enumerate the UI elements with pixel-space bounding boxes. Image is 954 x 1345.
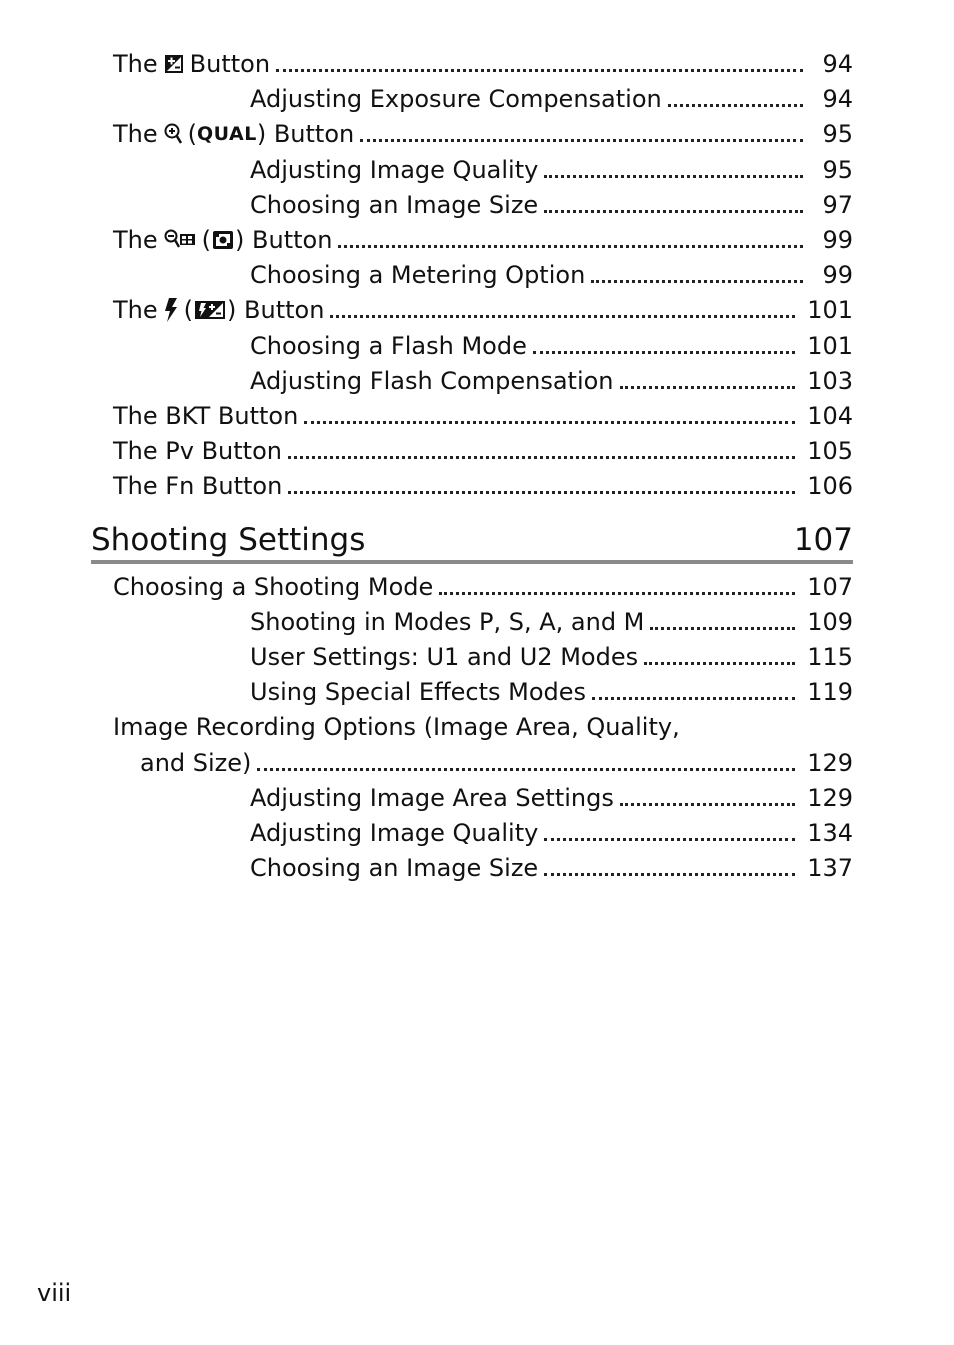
paren-close: ) bbox=[256, 120, 267, 148]
qual-label: QUAL bbox=[197, 123, 257, 145]
leader-dots bbox=[288, 456, 795, 459]
page-number: 105 bbox=[807, 437, 853, 465]
toc-entry-qual-button[interactable] bbox=[113, 115, 853, 149]
flash-icon bbox=[164, 298, 178, 322]
page-number: 115 bbox=[807, 643, 853, 671]
toc-entry-exposure-comp-button[interactable] bbox=[113, 45, 853, 79]
page-folio: viii bbox=[37, 1279, 72, 1307]
page-number: 95 bbox=[822, 120, 853, 148]
leader-dots bbox=[338, 245, 803, 248]
toc-entry-label: Adjusting Image Quality bbox=[250, 156, 539, 184]
section-heading[interactable] bbox=[91, 510, 853, 564]
leader-dots bbox=[592, 697, 795, 700]
paren-open: ( bbox=[187, 120, 198, 148]
toc-entry-label: Shooting in Modes P, S, A, and M bbox=[250, 608, 645, 636]
page-number: 103 bbox=[807, 367, 853, 395]
toc-entry-label: The BKT Button bbox=[113, 402, 299, 430]
leader-dots bbox=[288, 491, 795, 494]
page-number: 119 bbox=[807, 678, 853, 706]
page-number: 99 bbox=[822, 226, 853, 254]
toc-entry-pv-button[interactable] bbox=[113, 432, 853, 466]
paren-close: ) bbox=[227, 296, 237, 324]
leader-dots bbox=[330, 315, 795, 318]
toc-entry[interactable] bbox=[250, 603, 853, 637]
toc-entry-label: Choosing a Metering Option bbox=[250, 261, 586, 289]
page-number: 101 bbox=[807, 332, 853, 360]
toc-entry-label: The Pv Button bbox=[113, 437, 282, 465]
leader-dots bbox=[360, 139, 803, 142]
section-page-number: 107 bbox=[793, 522, 853, 558]
toc-entry[interactable] bbox=[113, 568, 853, 602]
page-number: 95 bbox=[822, 156, 853, 184]
toc-entry-label: Using Special Effects Modes bbox=[250, 678, 587, 706]
toc-entry-label: Choosing an Image Size bbox=[250, 854, 539, 882]
toc-entry-fn-button[interactable] bbox=[113, 467, 853, 501]
page-number: 97 bbox=[822, 191, 853, 219]
leader-dots bbox=[533, 351, 795, 354]
toc-entry-label: Adjusting Flash Compensation bbox=[250, 367, 614, 395]
metering-icon bbox=[212, 228, 234, 252]
leader-dots bbox=[544, 873, 795, 876]
paren-open: ( bbox=[183, 296, 194, 324]
toc-entry-bkt-button[interactable] bbox=[113, 397, 853, 431]
toc-entry[interactable] bbox=[250, 186, 853, 220]
leader-dots bbox=[304, 421, 795, 424]
leader-dots bbox=[544, 838, 795, 841]
page-number: 94 bbox=[822, 50, 853, 78]
toc-entry[interactable] bbox=[250, 779, 853, 813]
toc-entry-flash-button[interactable] bbox=[113, 291, 853, 325]
paren-close: ) bbox=[235, 226, 245, 254]
toc-entry-label bbox=[113, 119, 354, 149]
toc-entry[interactable] bbox=[250, 362, 853, 396]
label-prefix: The bbox=[113, 120, 158, 148]
leader-dots bbox=[644, 662, 795, 665]
leader-dots bbox=[650, 627, 795, 630]
toc-entry[interactable] bbox=[250, 849, 853, 883]
leader-dots bbox=[257, 768, 795, 771]
label-prefix: The bbox=[113, 50, 158, 78]
toc-entry-label: The Fn Button bbox=[113, 472, 283, 500]
leader-dots bbox=[439, 592, 795, 595]
toc-entry-label: Adjusting Image Quality bbox=[250, 819, 539, 847]
toc-entry-multiline-first[interactable] bbox=[113, 708, 853, 742]
leader-dots bbox=[544, 210, 803, 213]
toc-entry-label bbox=[113, 225, 332, 255]
label-suffix: Button bbox=[273, 120, 355, 148]
page-number: 107 bbox=[807, 573, 853, 601]
toc-entry[interactable] bbox=[250, 80, 853, 114]
toc-entry-label: Adjusting Exposure Compensation bbox=[250, 85, 662, 113]
toc-entry[interactable] bbox=[250, 814, 853, 848]
page-number: 129 bbox=[807, 784, 853, 812]
toc-entry[interactable] bbox=[250, 327, 853, 361]
page-number: 129 bbox=[807, 749, 853, 777]
page-number: 104 bbox=[807, 402, 853, 430]
exposure-comp-icon bbox=[164, 52, 184, 76]
toc-entry[interactable] bbox=[250, 638, 853, 672]
toc-entry-metering-button[interactable] bbox=[113, 221, 853, 255]
section-title: Shooting Settings bbox=[91, 522, 366, 558]
label-suffix: Button bbox=[252, 226, 333, 254]
label-suffix: Button bbox=[189, 50, 271, 78]
page-number: 106 bbox=[807, 472, 853, 500]
page-number: 137 bbox=[807, 854, 853, 882]
toc-entry[interactable] bbox=[250, 673, 853, 707]
page-number: 134 bbox=[807, 819, 853, 847]
page-number: 94 bbox=[822, 85, 853, 113]
toc-entry-label: Image Recording Options (Image Area, Quality, bbox=[113, 713, 680, 741]
toc-entry[interactable] bbox=[250, 151, 853, 185]
leader-dots bbox=[276, 69, 803, 72]
toc-entry-multiline-cont[interactable] bbox=[140, 744, 853, 778]
zoom-in-icon bbox=[164, 122, 182, 146]
paren-open: ( bbox=[201, 226, 212, 254]
toc-entry-label: Choosing a Shooting Mode bbox=[113, 573, 434, 601]
leader-dots bbox=[620, 803, 795, 806]
leader-dots bbox=[591, 280, 803, 283]
toc-entry-label bbox=[113, 295, 324, 325]
toc-entry-label bbox=[113, 49, 270, 79]
flash-comp-icon bbox=[194, 298, 226, 322]
label-prefix: The bbox=[113, 226, 158, 254]
leader-dots bbox=[544, 175, 803, 178]
page-number: 101 bbox=[807, 296, 853, 324]
label-prefix: The bbox=[113, 296, 158, 324]
toc-entry[interactable] bbox=[250, 256, 853, 290]
page-number: 109 bbox=[807, 608, 853, 636]
zoom-out-thumbnail-icon bbox=[164, 228, 196, 252]
toc-entry-label: User Settings: U1 and U2 Modes bbox=[250, 643, 639, 671]
label-suffix: Button bbox=[244, 296, 325, 324]
leader-dots bbox=[620, 386, 795, 389]
page-number: 99 bbox=[822, 261, 853, 289]
toc-entry-label: and Size) bbox=[140, 749, 252, 777]
toc-entry-label: Choosing an Image Size bbox=[250, 191, 539, 219]
leader-dots bbox=[668, 104, 803, 107]
toc-entry-label: Choosing a Flash Mode bbox=[250, 332, 527, 360]
toc-entry-label: Adjusting Image Area Settings bbox=[250, 784, 614, 812]
